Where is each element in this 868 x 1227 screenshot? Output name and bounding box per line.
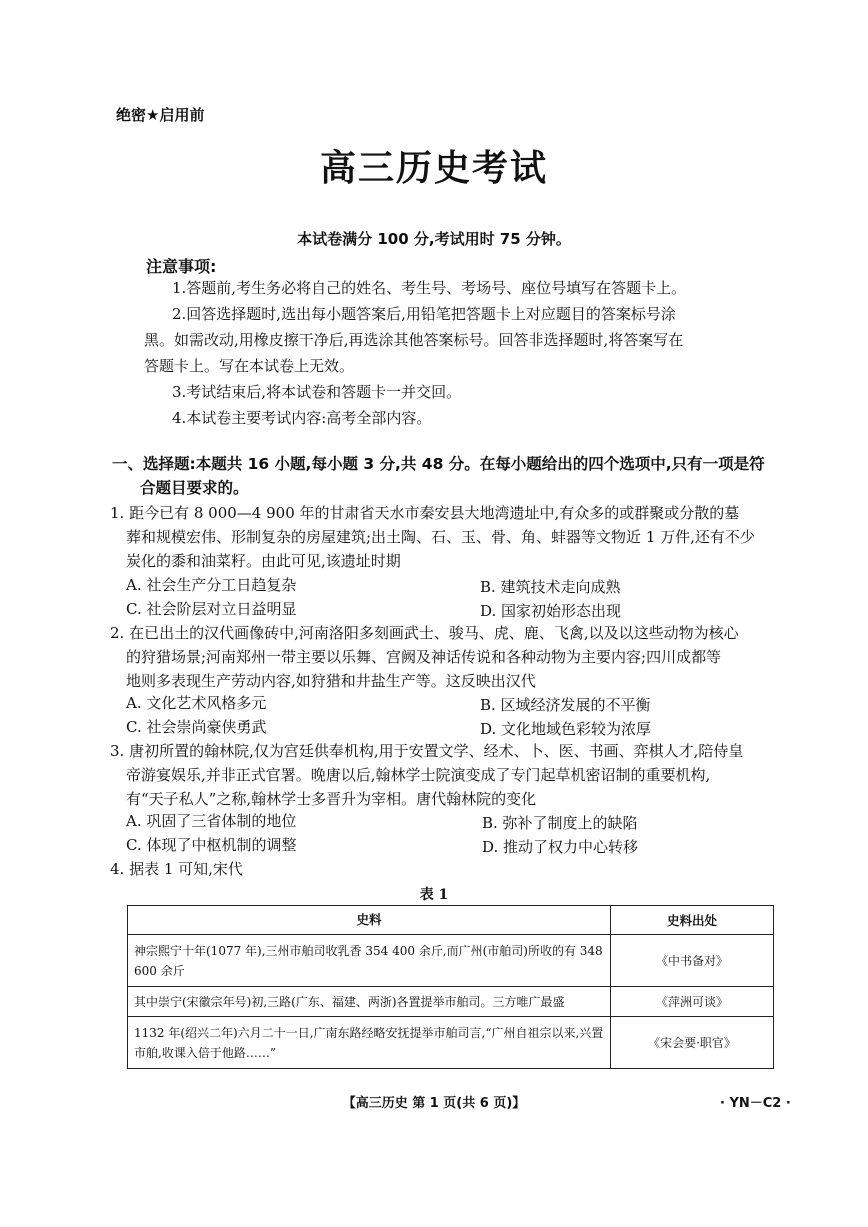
notice-heading: 注意事项:: [146, 257, 217, 276]
q3-stem-line-1: 3. 唐初所置的翰林院,仅为宫廷供奉机构,用于安置文学、经术、卜、医、书画、弈棋人才,陪侍皇: [110, 742, 744, 760]
section-heading-line-2: 合题目要求的。: [140, 479, 249, 497]
q3-option-a: A. 巩固了三省体制的地位: [126, 812, 297, 830]
q2-stem-line-3: 地则多表现生产劳动内容,如狩猎和井盐生产等。这反映出汉代: [126, 672, 536, 690]
table-row: [128, 935, 774, 987]
exam-info: 本试卷满分 100 分,考试用时 75 分钟。: [297, 230, 571, 248]
page-title: 高三历史考试: [319, 148, 548, 189]
table-cell-origin: 《萍洲可谈》: [611, 987, 774, 1017]
q2-stem-line-2: 的狩猎场景;河南郑州一带主要以乐舞、宫阙及神话传说和各种动物为主要内容;四川成都等: [126, 648, 722, 666]
q4-stem-line-1: 4. 据表 1 可知,宋代: [110, 860, 243, 878]
table-header-source: 史料: [128, 906, 611, 935]
q3-stem-line-3: 有“天子私人”之称,翰林学士多晋升为宰相。唐代翰林院的变化: [126, 790, 537, 808]
q2-option-d: D. 文化地域色彩较为浓厚: [480, 720, 652, 738]
q2-option-a: A. 文化艺术风格多元: [126, 694, 267, 712]
q2-option-c: C. 社会崇尚豪侠勇武: [126, 718, 267, 736]
table-title: 表 1: [419, 887, 449, 903]
notice-line-1: 1.答题前,考生务必将自己的姓名、考生号、考场号、座位号填写在答题卡上。: [172, 279, 687, 297]
q3-option-c: C. 体现了中枢机制的调整: [126, 836, 297, 854]
paper-code: · YN－C2 ·: [720, 1096, 791, 1111]
section-heading-line-1: 一、选择题:本题共 16 小题,每小题 3 分,共 48 分。在每小题给出的四个选项中,只有一项是符: [112, 455, 765, 473]
q1-option-b: B. 建筑技术走向成熟: [480, 578, 621, 596]
notice-line-3: 黑。如需改动,用橡皮擦干净后,再选涂其他答案标号。回答非选择题时,将答案写在: [144, 331, 684, 349]
table-row: [128, 987, 774, 1017]
notice-line-4: 答题卡上。写在本试卷上无效。: [144, 357, 355, 375]
q1-option-d: D. 国家初始形态出现: [480, 602, 622, 620]
table-header-row: [128, 906, 774, 935]
notice-line-5: 3.考试结束后,将本试卷和答题卡一并交回。: [172, 383, 462, 401]
notice-line-6: 4.本试卷主要考试内容:高考全部内容。: [172, 409, 432, 427]
table-cell-origin: 《中书备对》: [611, 935, 774, 987]
table-header-origin: 史料出处: [611, 906, 774, 935]
page-footer: 【高三历史 第 1 页(共 6 页)】: [342, 1096, 526, 1111]
q3-option-b: B. 弥补了制度上的缺陷: [482, 814, 638, 832]
q1-option-a: A. 社会生产分工日趋复杂: [126, 576, 297, 594]
table-row: [128, 1017, 774, 1069]
q2-option-b: B. 区域经济发展的不平衡: [480, 696, 651, 714]
q1-stem-line-2: 葬和规模宏伟、形制复杂的房屋建筑;出土陶、石、玉、骨、角、蚌器等文物近 1 万件,还有不少: [126, 528, 755, 546]
q1-option-c: C. 社会阶层对立日益明显: [126, 600, 297, 618]
q1-stem-line-1: 1. 距今已有 8 000—4 900 年的甘肃省天水市秦安县大地湾遗址中,有众多的或群聚或分散的墓: [110, 504, 740, 522]
q1-stem-line-3: 炭化的黍和油菜籽。由此可见,该遗址时期: [126, 552, 401, 570]
table-cell-origin: 《宋会要·职官》: [611, 1017, 774, 1069]
table-cell-source: 神宗熙宁十年(1077 年),三州市舶司收乳香 354 400 余斤,而广州(市舶司)所收的有 348 600 余斤: [128, 935, 611, 987]
source-table: [127, 905, 774, 1069]
q3-stem-line-2: 帝游宴娱乐,并非正式官署。晚唐以后,翰林学士院演变成了专门起草机密诏制的重要机构,: [126, 766, 711, 784]
q2-stem-line-1: 2. 在已出土的汉代画像砖中,河南洛阳多刻画武士、骏马、虎、鹿、飞禽,以及以这些动物为核心: [110, 624, 739, 642]
secret-mark: 绝密★启用前: [116, 106, 205, 124]
q3-option-d: D. 推动了权力中心转移: [482, 838, 639, 856]
table-cell-source: 其中崇宁(宋徽宗年号)初,三路(广东、福建、两浙)各置提举市舶司。三方唯广最盛: [128, 987, 611, 1017]
table-cell-source: 1132 年(绍兴二年)六月二十一日,广南东路经略安抚提举市舶司言,“广州自祖宗以来,兴置市舶,收课入倍于他路……”: [128, 1017, 611, 1069]
notice-line-2: 2.回答选择题时,选出每小题答案后,用铅笔把答题卡上对应题目的答案标号涂: [172, 305, 676, 323]
